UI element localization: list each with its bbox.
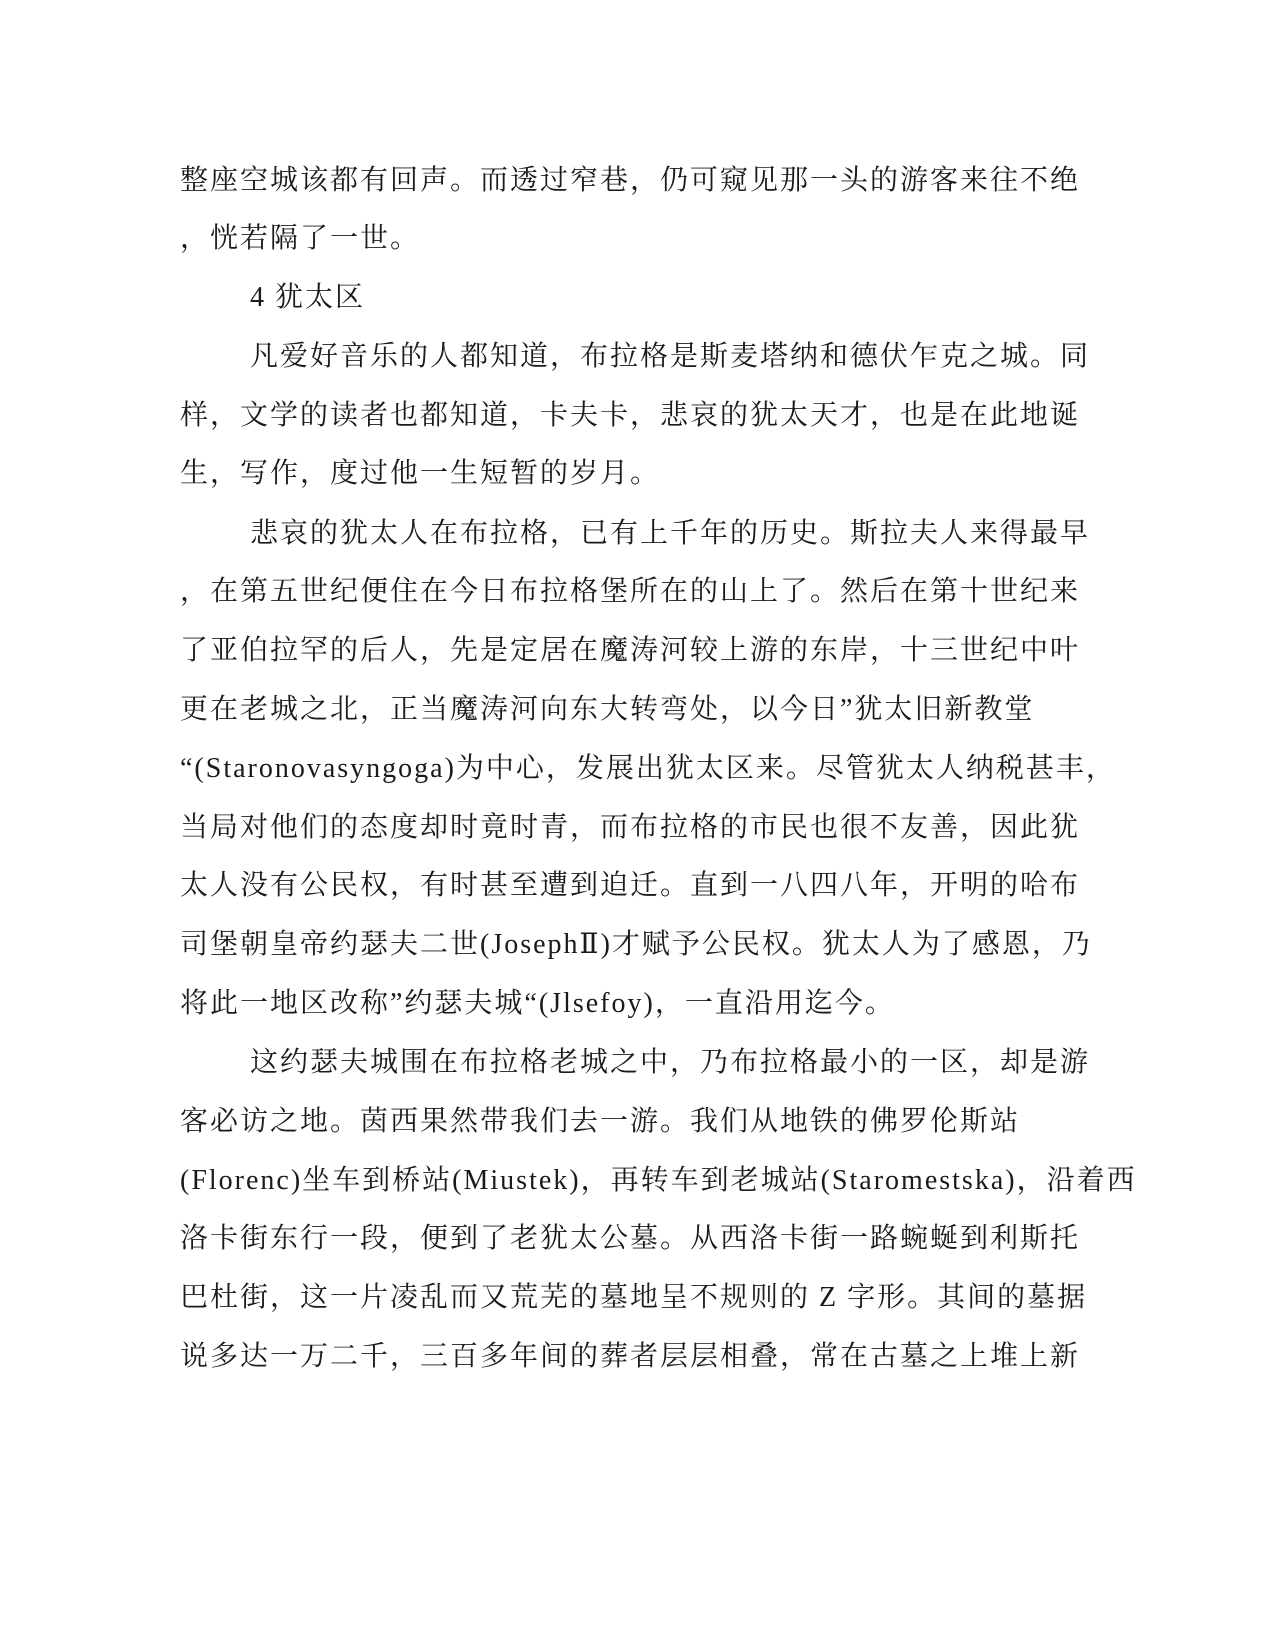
- text-line-14: 司堡朝皇帝约瑟夫二世(JosephⅡ)才赋予公民权。犹太人为了感恩，乃: [180, 929, 1092, 960]
- text-line-16: 这约瑟夫城围在布拉格老城之中，乃布拉格最小的一区，却是游: [250, 1047, 1091, 1078]
- text-line-7: 悲哀的犹太人在布拉格，已有上千年的历史。斯拉夫人来得最早: [250, 518, 1091, 549]
- text-line-21: 说多达一万二千，三百多年间的葬者层层相叠，常在古墓之上堆上新: [180, 1341, 1081, 1372]
- text-line-20: 巴杜街，这一片凌乱而又荒芜的墓地呈不规则的 Z 字形。其间的墓据: [180, 1282, 1088, 1313]
- text-line-8: ，在第五世纪便住在今日布拉格堡所在的山上了。然后在第十世纪来: [180, 576, 1081, 607]
- text-line-13: 太人没有公民权，有时甚至遭到迫迁。直到一八四八年，开明的哈布: [180, 870, 1081, 901]
- text-line-12: 当局对他们的态度却时竟时青，而布拉格的市民也很不友善，因此犹: [180, 812, 1081, 843]
- text-line-4: 凡爱好音乐的人都知道，布拉格是斯麦塔纳和德伏乍克之城。同: [250, 341, 1091, 372]
- text-line-18: (Florenc)坐车到桥站(Miustek)，再转车到老城站(Staromestska)，沿着西: [180, 1165, 1137, 1196]
- section-heading: 4 犹太区: [250, 282, 366, 313]
- text-line-2: ，恍若隔了一世。: [180, 223, 421, 254]
- text-line-6: 生，写作，度过他一生短暂的岁月。: [180, 458, 661, 489]
- text-line-11: “(Staronovasyngoga)为中心，发展出犹太区来。尽管犹太人纳税甚丰，: [180, 753, 1116, 784]
- text-line-5: 样，文学的读者也都知道，卡夫卡，悲哀的犹太天才，也是在此地诞: [180, 400, 1081, 431]
- text-line-9: 了亚伯拉罕的后人，先是定居在魔涛河较上游的东岸，十三世纪中叶: [180, 635, 1081, 666]
- text-line-17: 客必访之地。茵西果然带我们去一游。我们从地铁的佛罗伦斯站: [180, 1106, 1021, 1137]
- text-line-19: 洛卡街东行一段，便到了老犹太公墓。从西洛卡街一路蜿蜒到利斯托: [180, 1223, 1081, 1254]
- text-line-1: 整座空城该都有回声。而透过窄巷，仍可窥见那一头的游客来往不绝: [180, 165, 1081, 196]
- text-line-15: 将此一地区改称”约瑟夫城“(Jlsefoy)，一直沿用迄今。: [180, 988, 895, 1019]
- text-line-10: 更在老城之北，正当魔涛河向东大转弯处，以今日”犹太旧新教堂: [180, 694, 1035, 725]
